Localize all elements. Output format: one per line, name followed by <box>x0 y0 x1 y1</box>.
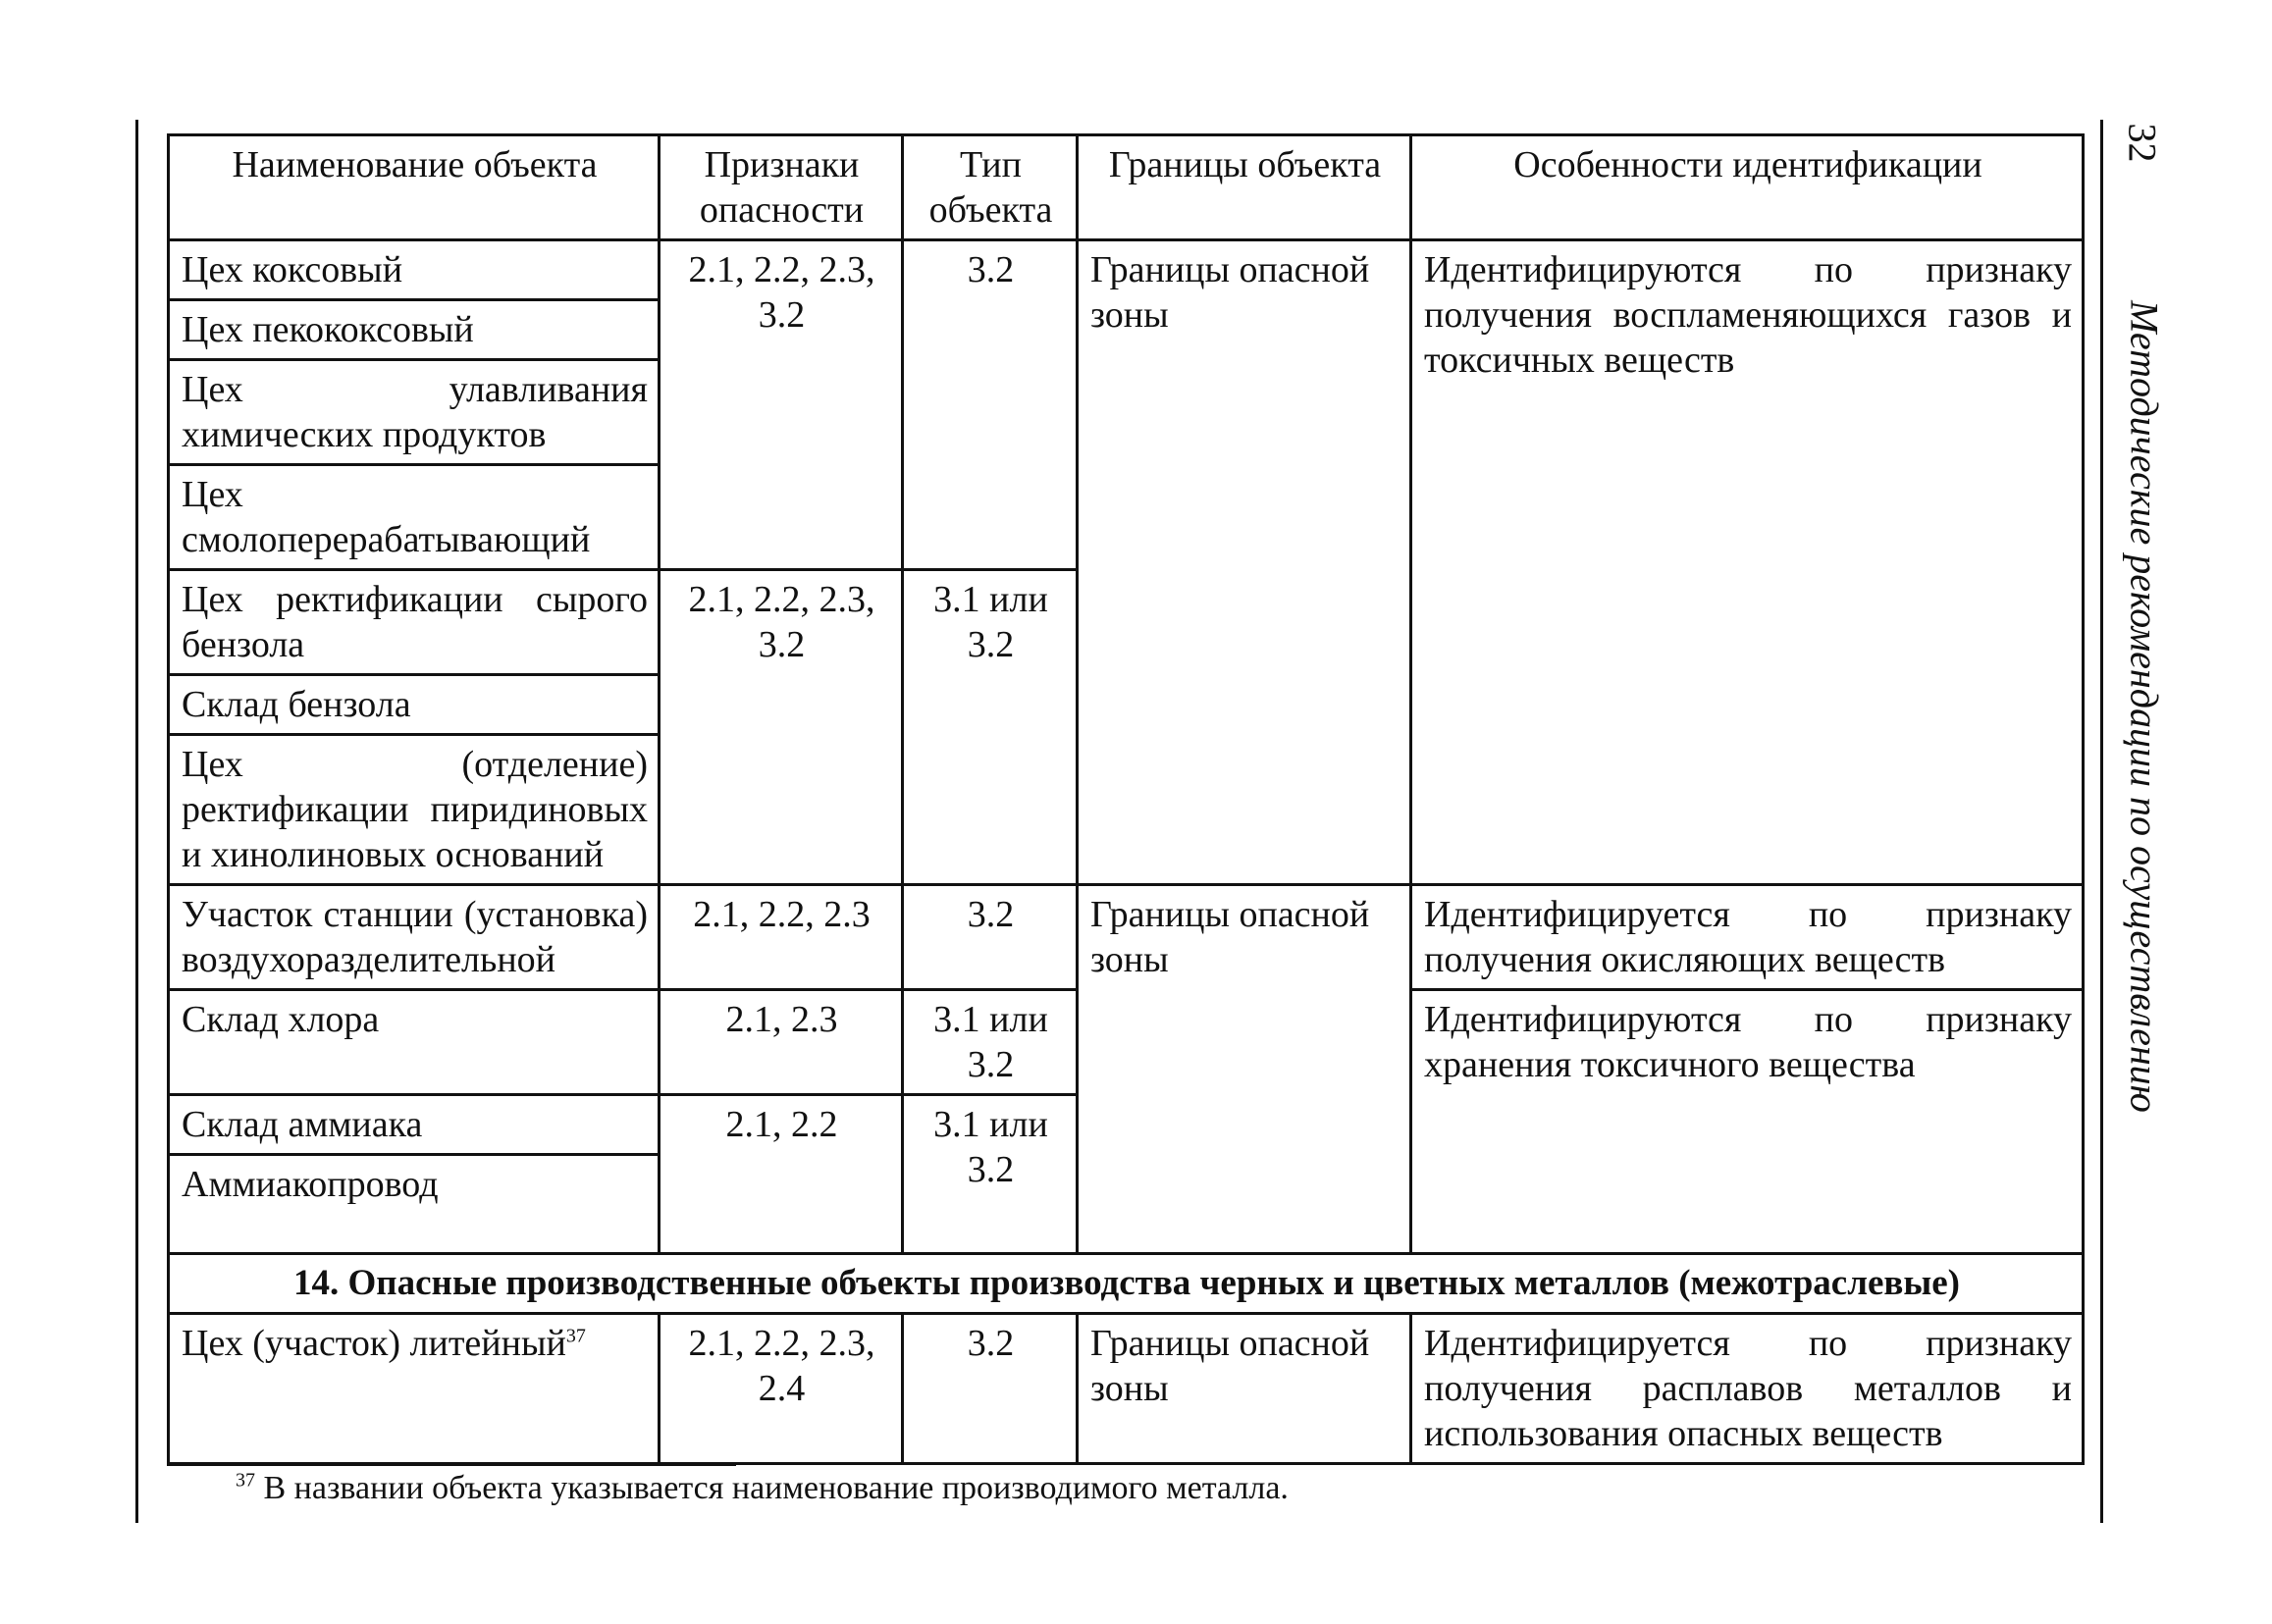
header-object-type: Тип объекта <box>903 135 1078 240</box>
object-type: 3.1 или 3.2 <box>903 1095 1078 1254</box>
identification: Идентифицируется по признаку получения расплавов металлов и использования опасных веществ <box>1411 1314 2084 1464</box>
hazard-signs: 2.1, 2.3 <box>660 990 903 1095</box>
object-type: 3.2 <box>903 240 1078 570</box>
footnote <box>236 1467 1289 1510</box>
object-bounds: Границы опасной зоны <box>1078 240 1411 885</box>
header-object-name: Наименование объекта <box>169 135 660 240</box>
section-row <box>169 1254 2084 1314</box>
running-title: Методические рекомендации по осуществлению <box>2122 300 2167 1113</box>
object-type: 3.2 <box>903 1314 1078 1464</box>
hazard-signs: 2.1, 2.2, 2.3, 2.4 <box>660 1314 903 1464</box>
page-number-text: 32 <box>2120 123 2165 163</box>
hazard-signs: 2.1, 2.2, 2.3 <box>660 885 903 990</box>
footnote-mark: 37 <box>236 1469 255 1492</box>
hazard-table <box>167 133 2085 1465</box>
object-type: 3.1 или 3.2 <box>903 990 1078 1095</box>
object-type: 3.2 <box>903 885 1078 990</box>
footnote-ref: 37 <box>565 1325 586 1347</box>
object-name: Аммиакопровод <box>169 1155 660 1254</box>
table-row <box>169 885 2084 990</box>
object-bounds: Границы опасной зоны <box>1078 1314 1411 1464</box>
table-row <box>169 1314 2084 1464</box>
footnote-text: В названии объекта указывается наименование производимого металла. <box>263 1470 1289 1506</box>
object-name: Склад хлора <box>169 990 660 1095</box>
identification: Идентифицируются по признаку получения воспламеняющихся газов и токсичных веществ <box>1411 240 2084 885</box>
page-number <box>2108 120 2177 166</box>
header-identification: Особенности идентификации <box>1411 135 2084 240</box>
right-margin-line <box>2100 120 2103 1523</box>
table-row <box>169 240 2084 300</box>
object-name: Цех коксовый <box>169 240 660 300</box>
hazard-signs: 2.1, 2.2 <box>660 1095 903 1254</box>
object-type: 3.1 или 3.2 <box>903 570 1078 885</box>
table-header-row <box>169 135 2084 240</box>
foundry-name: Цех (участок) литейный <box>182 1323 566 1364</box>
object-name: Цех смолоперерабатывающий <box>169 465 660 570</box>
identification: Идентифицируется по признаку получения окисляющих веществ <box>1411 885 2084 990</box>
hazard-signs: 2.1, 2.2, 2.3, 3.2 <box>660 240 903 570</box>
header-hazard-signs: Признаки опасности <box>660 135 903 240</box>
object-name: Цех улавливания химических продуктов <box>169 360 660 465</box>
identification: Идентифицируются по признаку хранения токсичного вещества <box>1411 990 2084 1254</box>
object-name: Цех пекококсовый <box>169 300 660 360</box>
object-name <box>169 1314 660 1464</box>
hazard-signs: 2.1, 2.2, 2.3, 3.2 <box>660 570 903 885</box>
section-title: 14. Опасные производственные объекты производства черных и цветных металлов (межотраслевые) <box>169 1254 2084 1314</box>
header-object-bounds: Границы объекта <box>1078 135 1411 240</box>
left-margin-line <box>135 120 138 1523</box>
footnote-separator <box>167 1463 736 1466</box>
object-bounds: Границы опасной зоны <box>1078 885 1411 1254</box>
object-name: Цех ректификации сырого бензола <box>169 570 660 675</box>
object-name: Цех (отделение) ректификации пиридиновых и хинолиновых оснований <box>169 735 660 885</box>
object-name: Участок станции (установка) воздухоразделительной <box>169 885 660 990</box>
object-name: Склад аммиака <box>169 1095 660 1155</box>
object-name: Склад бензола <box>169 675 660 735</box>
